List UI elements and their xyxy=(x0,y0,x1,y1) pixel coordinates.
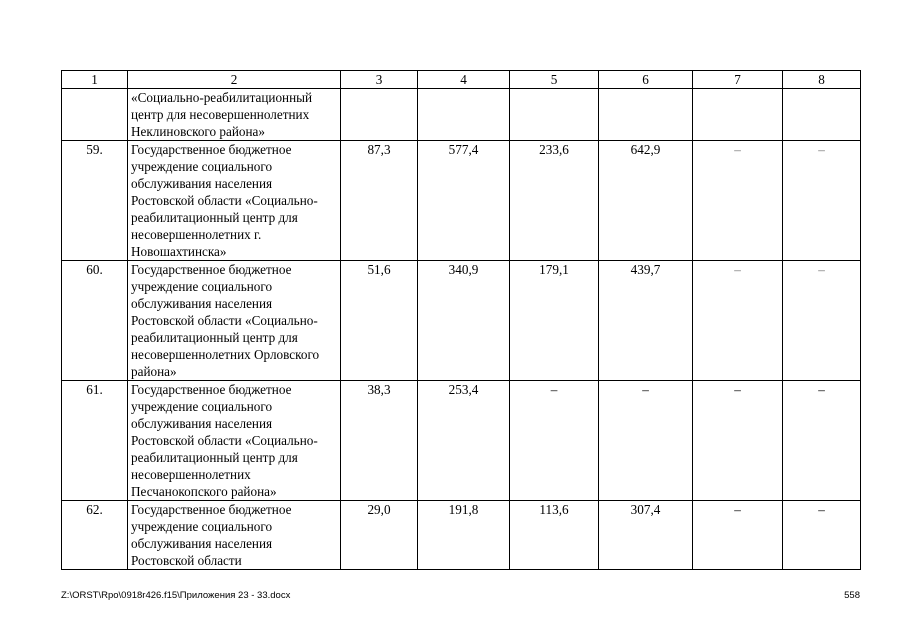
cell-num: 61. xyxy=(62,381,128,501)
cell-c3: 38,3 xyxy=(341,381,418,501)
col-header-7: 7 xyxy=(693,71,783,89)
table-row-continuation xyxy=(62,89,861,141)
table-row xyxy=(62,381,861,501)
col-header-2: 2 xyxy=(128,71,341,89)
table-row xyxy=(62,141,861,261)
cell-c6: 307,4 xyxy=(599,501,693,570)
cell-num: 62. xyxy=(62,501,128,570)
cell-c3: 51,6 xyxy=(341,261,418,381)
col-header-4: 4 xyxy=(418,71,510,89)
cell-c7: – xyxy=(693,381,783,501)
cell-c4: 253,4 xyxy=(418,381,510,501)
cell-c5: 233,6 xyxy=(510,141,599,261)
cell-c4 xyxy=(418,89,510,141)
cell-c5: 179,1 xyxy=(510,261,599,381)
cell-c6 xyxy=(599,89,693,141)
cell-c3 xyxy=(341,89,418,141)
data-table xyxy=(61,70,861,570)
cell-c8 xyxy=(783,89,861,141)
cell-num xyxy=(62,89,128,141)
cell-c8: – xyxy=(783,261,861,381)
col-header-1: 1 xyxy=(62,71,128,89)
cell-c8: – xyxy=(783,501,861,570)
cell-c8: – xyxy=(783,381,861,501)
cell-c6: 642,9 xyxy=(599,141,693,261)
cell-c6: 439,7 xyxy=(599,261,693,381)
col-header-3: 3 xyxy=(341,71,418,89)
cell-c5 xyxy=(510,89,599,141)
cell-c8: – xyxy=(783,141,861,261)
cell-num: 60. xyxy=(62,261,128,381)
cell-c4: 191,8 xyxy=(418,501,510,570)
table-row xyxy=(62,261,861,381)
cell-c7: – xyxy=(693,141,783,261)
cell-num: 59. xyxy=(62,141,128,261)
cell-name: Государственное бюджетное учреждение социального обслуживания населения Ростовской области «Социально-реабилитационный центр для несовершеннолетних г. Новошахтинска» xyxy=(128,141,341,261)
header-row xyxy=(62,71,861,89)
col-header-8: 8 xyxy=(783,71,861,89)
footer-page-number: 558 xyxy=(844,590,860,601)
cell-c7 xyxy=(693,89,783,141)
cell-name: Государственное бюджетное учреждение социального обслуживания населения Ростовской области «Социально-реабилитационный центр для несовершеннолетних Песчанокопского района» xyxy=(128,381,341,501)
cell-c4: 340,9 xyxy=(418,261,510,381)
cell-name: «Социально-реабилитационный центр для несовершеннолетних Неклиновского района» xyxy=(128,89,341,141)
footer-file-path: Z:\ORST\Rpo\0918r426.f15\Приложения 23 - 33.docx xyxy=(61,590,291,601)
cell-c5: – xyxy=(510,381,599,501)
cell-name: Государственное бюджетное учреждение социального обслуживания населения Ростовской области xyxy=(128,501,341,570)
cell-c3: 87,3 xyxy=(341,141,418,261)
cell-c4: 577,4 xyxy=(418,141,510,261)
cell-c7: – xyxy=(693,261,783,381)
cell-name: Государственное бюджетное учреждение социального обслуживания населения Ростовской области «Социально-реабилитационный центр для несовершеннолетних Орловского района» xyxy=(128,261,341,381)
cell-c7: – xyxy=(693,501,783,570)
cell-c6: – xyxy=(599,381,693,501)
cell-c3: 29,0 xyxy=(341,501,418,570)
cell-c5: 113,6 xyxy=(510,501,599,570)
col-header-6: 6 xyxy=(599,71,693,89)
table-row xyxy=(62,501,861,570)
col-header-5: 5 xyxy=(510,71,599,89)
